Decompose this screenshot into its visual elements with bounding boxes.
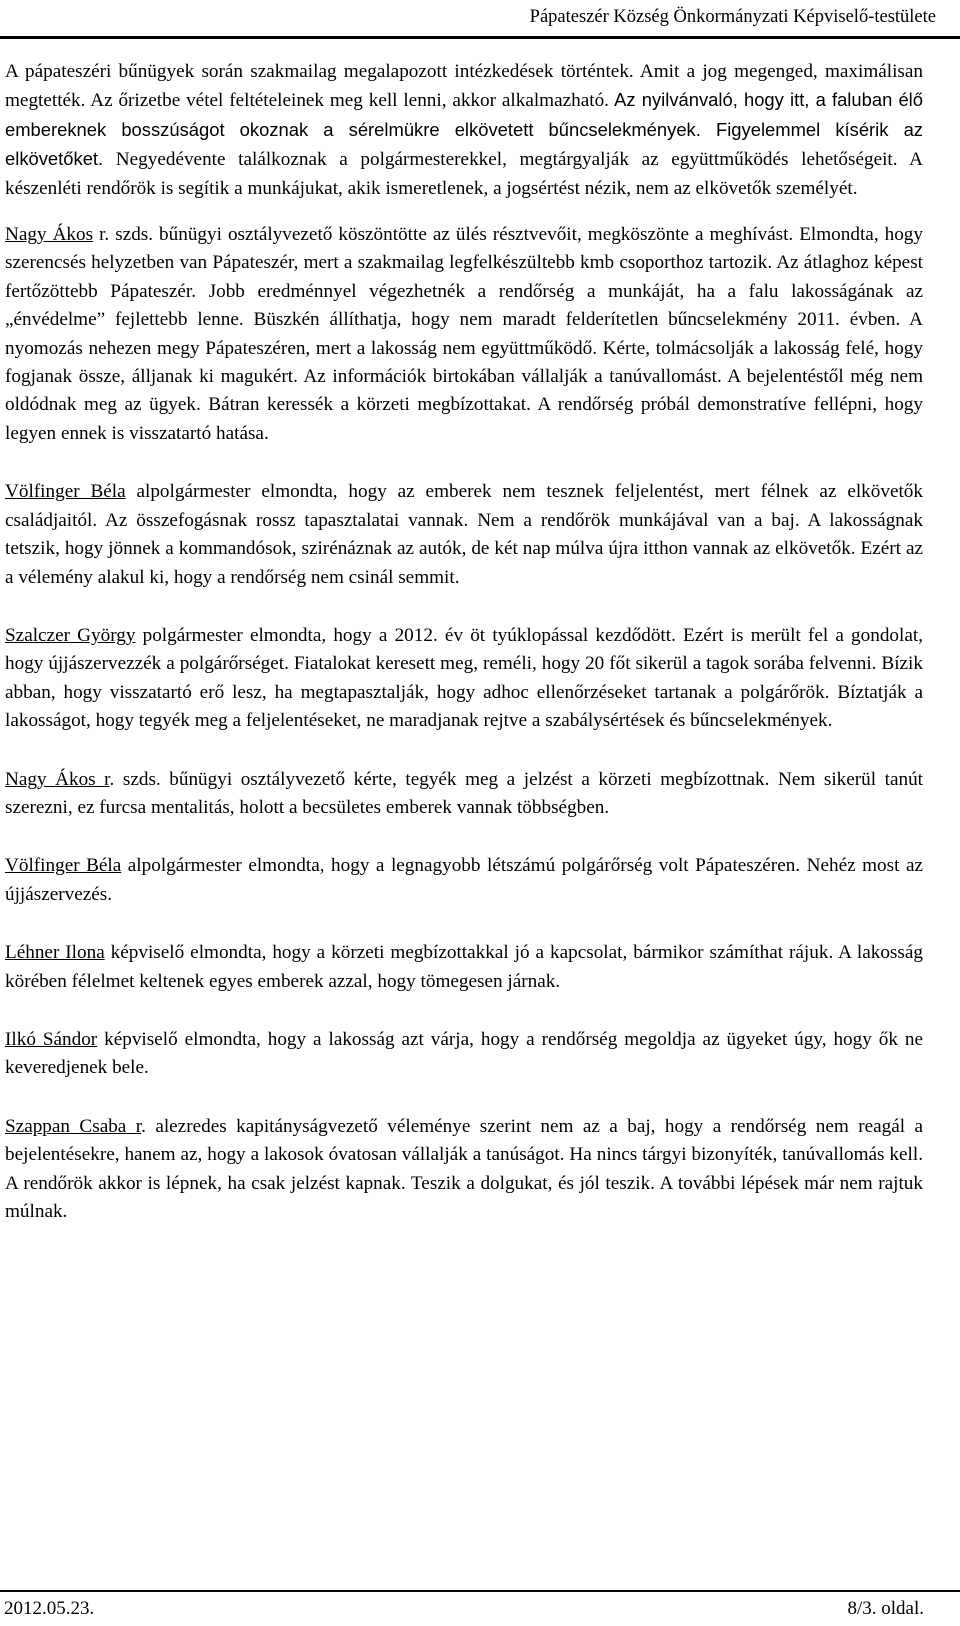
speaker-name: Szalczer György xyxy=(5,624,136,646)
paragraph xyxy=(5,939,923,996)
paragraph xyxy=(5,622,923,736)
paragraph-text: alpolgármester elmondta, hogy az emberek nem tesznek feljelentést, mert félnek az elkövetők családjaitól. Az összefogásnak rossz tapasztalatai vannak. Nem a rendőrök munkájával van a baj. A lakosságnak tetszik, hogy jönnek a kommandósok, szirénáznak az autók, de két nap múlva újra itthon vannak az elkövetők. Ezért az a vélemény alakul ki, hogy a rendőrség nem csinál semmit. xyxy=(5,481,923,588)
page-number: 8/3. oldal. xyxy=(847,1598,924,1619)
paragraph-text: képviselő elmondta, hogy a körzeti megbízottakkal jó a kapcsolat, bármikor számíthat rájuk. A lakosság körében félelmet keltenek egyes emberek azzal, hogy tömegesen járnak. xyxy=(5,942,923,992)
footer-date: 2012.05.23. xyxy=(4,1598,95,1619)
paragraph-text: . szds. bűnügyi osztályvezető kérte, tegyék meg a jelzést a körzeti megbízottnak. Nem sikerül tanút szerezni, ez furcsa mentalitás, holott a becsületes emberek vannak többségben. xyxy=(5,768,923,818)
page-footer xyxy=(0,1590,960,1626)
speaker-name: Nagy Ákos xyxy=(5,224,94,246)
paragraph xyxy=(5,1113,923,1227)
paragraph-intro xyxy=(5,58,923,203)
header-divider xyxy=(0,36,960,39)
paragraph xyxy=(5,766,923,823)
speaker-name: Nagy Ákos r xyxy=(5,768,110,790)
speaker-name: Ilkó Sándor xyxy=(5,1028,98,1050)
footer-divider xyxy=(0,1590,960,1592)
speaker-name: Völfinger Béla xyxy=(5,855,122,877)
paragraph xyxy=(5,852,923,909)
paragraph-text: r. szds. bűnügyi osztályvezető köszöntötte az ülés résztvevőit, megköszönte a meghívást. Elmondta, hogy szerencsés helyzetben van Pápateszér, mert a szakmailag legfelkészültebb kmb csoporthoz tartozik. Az átlaghoz képest fertőzöttebb Pápateszér. Jobb eredménnyel végezhetnék a rendőrség a munkáját, ha a falu lakosságának az „énvédelme” fejlettebb lenne. Büszkén állíthatja, hogy nem maradt felderítetlen bűncselekmény 2011. évben. A nyomozás nehezen megy Pápateszéren, mert a lakosság nem együttműködő. Kérte, tolmácsolják a lakosság felé, hogy fogjanak össze, álljanak ki magukért. Az információk birtokában vállalják a tanúvallomást. A bejelentéstől még nem oldódnak meg az ügyek. Bátran keressék a körzeti megbízottakat. A rendőrség próbál demonstratíve fellépni, hogy legyen ennek is visszatartó hatása. xyxy=(5,224,923,444)
speaker-name: Léhner Ilona xyxy=(5,942,105,964)
document-body xyxy=(5,58,923,1256)
paragraph-text: alpolgármester elmondta, hogy a legnagyobb létszámú polgárőrség volt Pápateszéren. Nehéz most az újjászervezés. xyxy=(5,855,923,905)
paragraph xyxy=(5,1026,923,1083)
paragraph-text-tail: Negyedévente találkoznak a polgármesterekkel, megtárgyalják az együttműködés lehetőségeit. A készenléti rendőrök is segítik a munkájukat, akik ismeretlenek, a jogsértést nézik, nem az elkövetők személyét. xyxy=(5,149,923,199)
paragraph-text: polgármester elmondta, hogy a 2012. év öt tyúklopással kezdődött. Ezért is merült fel a gondolat, hogy újjászervezzék a polgárőrséget. Fiatalokat keresett meg, reméli, hogy 20 főt sikerül a tagok sorába felvenni. Bízik abban, hogy visszatartó erő lesz, ha megtapasztalják, hogy adhoc ellenőrzéseket tartanak a polgárőrök. Bíztatják a lakosságot, hogy tegyék meg a feljelentéseket, ne maradjanak rejtve a szabálysértések és bűncselekmények. xyxy=(5,624,924,732)
paragraph-text-sans: Az nyilvánvaló, hogy itt, a faluban élő embereknek bosszúságot okoznak a sérelmükre elkövetett bűncselekmények. Figyelemmel kísérik az elkövetőket. xyxy=(5,89,923,170)
paragraph-text: A pápateszéri bűnügyek során szakmailag megalapozott intézkedések történtek. Amit a jog megenged, maximálisan megtették. Az őrizetbe vétel feltételeinek meg kell lenni, akkor alkalmazható. xyxy=(5,61,923,112)
page-header xyxy=(0,0,960,42)
header-title: Pápateszér Község Önkormányzati Képviselő-testülete xyxy=(529,7,936,27)
paragraph-text: képviselő elmondta, hogy a lakosság azt várja, hogy a rendőrség megoldja az ügyeket úgy, hogy ők ne keveredjenek bele. xyxy=(5,1028,923,1079)
paragraph-text: . alezredes kapitányságvezető véleménye szerint nem az a baj, hogy a rendőrség nem reagál a bejelentésekre, hanem az, hogy a lakosok óvatosan vállalják a tanúságot. Ha nincs tárgyi bizonyíték, tanúvallomás kell. A rendőrök akkor is lépnek, ha csak jelzést kapnak. Teszik a dolgukat, és jól teszik. A további lépések már nem rajtuk múlnak. xyxy=(5,1115,923,1222)
speaker-name: Völfinger Béla xyxy=(5,481,126,503)
paragraph xyxy=(5,221,923,448)
paragraph xyxy=(5,478,923,592)
speaker-name: Szappan Csaba r xyxy=(5,1115,142,1137)
